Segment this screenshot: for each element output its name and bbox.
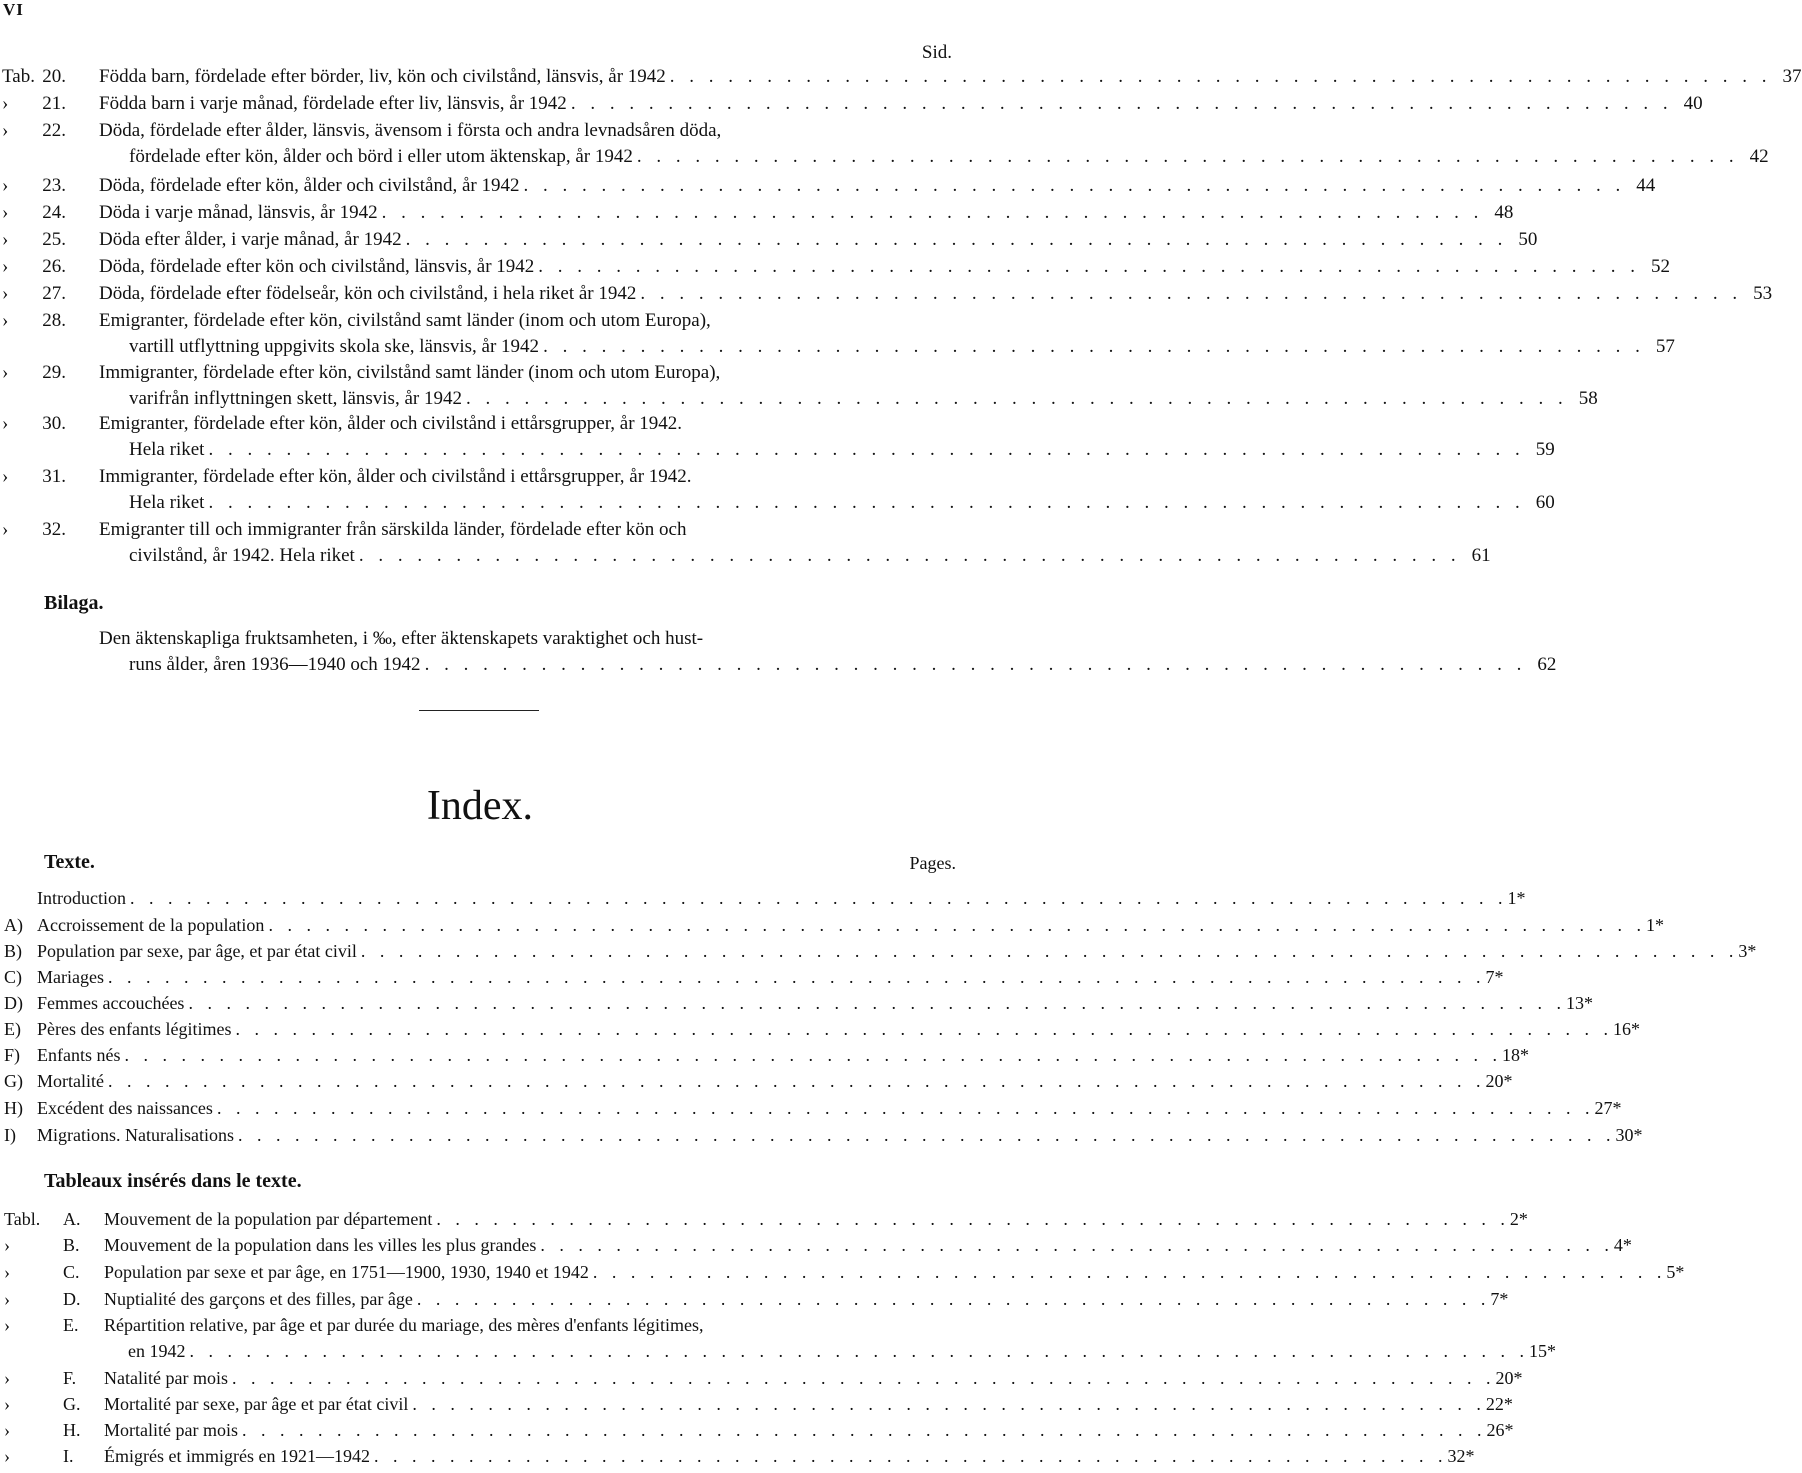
toc-title-line1: Emigranter, fördelade efter kön, ålder och civilstånd i ettårsgrupper, år 1942. [99,413,683,434]
toc-number: 26. [42,256,66,277]
index-page: 1* [1507,888,1526,908]
tableau-page: 2* [1509,1209,1528,1229]
tableau-title: Mortalité par mois [104,1420,238,1440]
leader-dots: . . . . . . . . . . . . . . . . . . . . . . . . . . . . . . . . . . . . . . . . . . . . . . . . . . . . . . . . . [538,256,1641,277]
leader-dots: . . . . . . . . . . . . . . . . . . . . . . . . . . . . . . . . . . . . . . . . . . . . . . . . . . . . . . . . . . . . . . . . . . . . . . . . . [216,1098,1595,1118]
toc-number: 30. [42,413,66,434]
tableau-page: 22* [1485,1394,1513,1414]
leader-dots: . . . . . . . . . . . . . . . . . . . . . . . . . . . . . . . . . . . . . . . . . . . . . . . . . . . . . . . . . . . . . . . . . . . . . . . . . [360,941,1739,961]
leader-dots: . . . . . . . . . . . . . . . . . . . . . . . . . . . . . . . . . . . . . . . . . . . . . . . . . . . . . . . . . . . . . . . . . . . . [208,492,1525,513]
tableau-title: Mortalité par sexe, par âge et par état civil [104,1394,409,1414]
leader-dots: . . . . . . . . . . . . . . . . . . . . . . . . . . . . . . . . . . . . . . . . . . . . . . . . . . . . . . . . . [436,1209,1510,1229]
toc-prefix: Tab. [2,66,35,87]
toc-title: Döda, fördelade efter kön, ålder och civilstånd, år 1942 [99,175,520,196]
tableau-prefix: Tabl. [4,1209,41,1229]
leader-dots: . . . . . . . . . . . . . . . . . . . . . . . . . . . . . . . . . . . . . . . . . . . . . . . . . . . . . . . . . [636,146,1739,167]
tableau-page: 15* [1529,1341,1556,1361]
tableau-page: 32* [1447,1446,1475,1466]
leader-dots: . . . . . . . . . . . . . . . . . . . . . . . . . . . . . . . . . . . . . . . . . . . . . . . . . . . . . . . . . [358,545,1461,566]
leader-dots: . . . . . . . . . . . . . . . . . . . . . . . . . . . . . . . . . . . . . . . . . . . . . . . . . . . . . . . . . [373,1446,1448,1466]
toc-title-line2: fördelade efter kön, ålder och börd i eller utom äktenskap, år 1942 [129,146,633,167]
index-title: Index. [426,783,534,829]
index-page: 1* [1645,915,1664,935]
leader-dots: . . . . . . . . . . . . . . . . . . . . . . . . . . . . . . . . . . . . . . . . . . . . . . . . . . . . . . . . . . . . . . . . . . . . . . . . . [268,915,1646,935]
leader-dots: . . . . . . . . . . . . . . . . . . . . . . . . . . . . . . . . . . . . . . . . . . . . . . . . . . . . . . . . . [416,1289,1491,1309]
tableau-prefix: › [4,1394,10,1414]
leader-dots: . . . . . . . . . . . . . . . . . . . . . . . . . . . . . . . . . . . . . . . . . . . . . . . . . . . . . . . . . [540,1235,1614,1255]
tableau-letter: H. [63,1420,81,1440]
leader-dots: . . . . . . . . . . . . . . . . . . . . . . . . . . . . . . . . . . . . . . . . . . . . . . . . . . . . . . . . . . . . . . . . . . . . [208,439,1525,460]
toc-number: 28. [42,310,66,331]
toc-title: Döda efter ålder, i varje månad, år 1942 [99,229,402,250]
index-letter: D) [4,993,23,1013]
toc-number: 22. [42,120,66,141]
toc-title: Döda, fördelade efter kön och civilstånd, länsvis, år 1942 [99,256,535,277]
tableau-letter: C. [63,1262,80,1282]
toc-number: 27. [42,283,66,304]
leader-dots: . . . . . . . . . . . . . . . . . . . . . . . . . . . . . . . . . . . . . . . . . . . . . . . . . . . . . . . . . [412,1394,1486,1414]
index-title: Mortalité [37,1071,104,1091]
toc-prefix: › [2,283,9,304]
tableau-letter: I. [63,1446,74,1466]
toc-title-line2: varifrån inflyttningen skett, länsvis, år 1942 [129,388,462,409]
leader-dots: . . . . . . . . . . . . . . . . . . . . . . . . . . . . . . . . . . . . . . . . . . . . . . . . . . . . . . . . . . . . . . . . . . . . . . . . . [107,1071,1486,1091]
leader-dots: . . . . . . . . . . . . . . . . . . . . . . . . . . . . . . . . . . . . . . . . . . . . . . . . . . . . . . . . . . . . . . . . . . [241,1420,1487,1440]
index-letter: F) [4,1045,21,1065]
index-title: Excédent des naissances [37,1098,213,1118]
leader-dots: . . . . . . . . . . . . . . . . . . . . . . . . . . . . . . . . . . . . . . . . . . . . . . . . . . . . . . . . . [523,175,1626,196]
toc-prefix: › [2,175,9,196]
toc-title: Döda, fördelade efter födelseår, kön och civilstånd, i hela riket år 1942 [99,283,637,304]
index-letter: A) [4,915,23,935]
tableau-page: 7* [1490,1289,1509,1309]
toc-prefix: › [2,466,9,487]
leader-dots: . . . . . . . . . . . . . . . . . . . . . . . . . . . . . . . . . . . . . . . . . . . . . . . . . . . . . . . . . . . . . . . . . . . [231,1368,1496,1388]
index-title: Accroissement de la population [37,915,265,935]
index-title: Pères des enfants légitimes [37,1019,232,1039]
toc-number: 24. [42,202,66,223]
tableau-page: 5* [1666,1262,1685,1282]
toc-title-line2: civilstånd, år 1942. Hela riket [129,545,355,566]
toc-prefix: › [2,229,9,250]
toc-page: 57 [1655,336,1675,357]
toc-prefix: › [2,120,9,141]
index-page: 7* [1485,967,1504,987]
toc-prefix: › [2,256,9,277]
leader-dots: . . . . . . . . . . . . . . . . . . . . . . . . . . . . . . . . . . . . . . . . . . . . . . . . . . . . . . . . . [543,336,1645,357]
toc-title-line1: Immigranter, fördelade efter kön, ålder och civilstånd i ettårsgrupper, år 1942. [99,466,692,487]
toc-title: Födda barn i varje månad, fördelade efter liv, länsvis, år 1942 [99,93,567,114]
toc-number: 32. [42,519,66,540]
toc-prefix: › [2,413,9,434]
tableau-title: Émigrés et immigrés en 1921—1942 [104,1446,370,1466]
tableau-page: 20* [1495,1368,1523,1388]
index-title: Migrations. Naturalisations [37,1125,234,1145]
leader-dots: . . . . . . . . . . . . . . . . . . . . . . . . . . . . . . . . . . . . . . . . . . . . . . . . . . . . . . . . . [592,1262,1667,1282]
toc-prefix: › [2,310,9,331]
tableau-page: 4* [1613,1235,1632,1255]
toc-title-line2: Hela riket [129,492,205,513]
tableau-title-line2: en 1942 [128,1341,186,1361]
tableau-title: Nuptialité des garçons et des filles, par âge [104,1289,413,1309]
tableau-letter: E. [63,1315,79,1335]
toc-page: 59 [1535,439,1555,460]
toc-title-line1: Immigranter, fördelade efter kön, civilstånd samt länder (inom och utom Europa), [99,362,721,383]
texte-heading: Texte. [44,851,95,873]
toc-number: 20. [42,66,66,87]
index-title: Mariages [37,967,104,987]
tableau-prefix: › [4,1368,10,1388]
toc-number: 31. [42,466,66,487]
bilaga-title-line2: runs ålder, åren 1936—1940 och 1942 [129,654,421,675]
tableau-title: Natalité par mois [104,1368,228,1388]
toc-prefix: › [2,362,9,383]
toc-page: 53 [1753,283,1773,304]
toc-number: 23. [42,175,66,196]
tableau-title: Mouvement de la population dans les villes les plus grandes [104,1235,537,1255]
index-page: 27* [1594,1098,1622,1118]
bilaga-heading: Bilaga. [44,592,104,614]
index-page: 16* [1612,1019,1640,1039]
index-page: 20* [1485,1071,1513,1091]
leader-dots: . . . . . . . . . . . . . . . . . . . . . . . . . . . . . . . . . . . . . . . . . . . . . . . . . . . . . . . . . . . . . . . . . . . . . . . . . [237,1125,1616,1145]
toc-page: 61 [1471,545,1491,566]
toc-title-line2: Hela riket [129,439,205,460]
tableau-letter: D. [63,1289,81,1309]
index-title: Enfants nés [37,1045,121,1065]
tableau-letter: B. [63,1235,80,1255]
leader-dots: . . . . . . . . . . . . . . . . . . . . . . . . . . . . . . . . . . . . . . . . . . . . . . . . . . . . . . . . . [405,229,1508,250]
toc-title-line2: vartill utflyttning uppgivits skola ske, länsvis, år 1942 [129,336,540,357]
sid-column-label: Sid. [921,42,952,63]
leader-dots: . . . . . . . . . . . . . . . . . . . . . . . . . . . . . . . . . . . . . . . . . . . . . . . . . . . . . . . . . . . . . . . . . . . . . . . . . [235,1019,1613,1039]
index-title: Introduction [37,888,126,908]
tableau-prefix: › [4,1262,10,1282]
toc-number: 25. [42,229,66,250]
toc-title-line1: Emigranter till och immigranter från särskilda länder, fördelade efter kön och [99,519,687,540]
tableau-prefix: › [4,1289,10,1309]
leader-dots: . . . . . . . . . . . . . . . . . . . . . . . . . . . . . . . . . . . . . . . . . . . . . . . . . . . . . . . . . . . . . . . . . . . . . . . . . [188,993,1566,1013]
index-page: 13* [1565,993,1593,1013]
toc-title-line1: Emigranter, fördelade efter kön, civilstånd samt länder (inom och utom Europa), [99,310,711,331]
bilaga-page: 62 [1537,654,1557,675]
toc-prefix: › [2,93,9,114]
tableau-title: Population par sexe et par âge, en 1751—1900, 1930, 1940 et 1942 [104,1262,589,1282]
tableaux-heading: Tableaux insérés dans le texte. [44,1170,302,1192]
leader-dots: . . . . . . . . . . . . . . . . . . . . . . . . . . . . . . . . . . . . . . . . . . . . . . . . . . . . . . . . . [669,66,1772,87]
leader-dots: . . . . . . . . . . . . . . . . . . . . . . . . . . . . . . . . . . . . . . . . . . . . . . . . . . . . . . . . . [640,283,1743,304]
leader-dots: . . . . . . . . . . . . . . . . . . . . . . . . . . . . . . . . . . . . . . . . . . . . . . . . . . . . . . . . . . . . . . . . . . . . . . . . . [129,888,1508,908]
tableau-letter: F. [63,1368,77,1388]
toc-page: 42 [1749,146,1769,167]
tableau-prefix: › [4,1315,10,1335]
index-title: Femmes accouchées [37,993,185,1013]
tableau-page: 26* [1486,1420,1514,1440]
page-folio: VI [3,0,24,19]
toc-number: 29. [42,362,66,383]
leader-dots: . . . . . . . . . . . . . . . . . . . . . . . . . . . . . . . . . . . . . . . . . . . . . . . . . . . . . . . . . [424,654,1527,675]
tableau-letter: A. [63,1209,81,1229]
leader-dots: . . . . . . . . . . . . . . . . . . . . . . . . . . . . . . . . . . . . . . . . . . . . . . . . . . . . . . . . . [465,388,1568,409]
leader-dots: . . . . . . . . . . . . . . . . . . . . . . . . . . . . . . . . . . . . . . . . . . . . . . . . . . . . . . . . . . . . . . . . . . . . . . . . . [107,967,1486,987]
index-letter: C) [4,967,22,987]
leader-dots: . . . . . . . . . . . . . . . . . . . . . . . . . . . . . . . . . . . . . . . . . . . . . . . . . . . . . . . . . [381,202,1484,223]
pages-column-label: Pages. [909,853,956,873]
toc-page: 52 [1651,256,1671,277]
index-letter: I) [4,1125,16,1145]
bilaga-title-line1: Den äktenskapliga fruktsamheten, i ‰, efter äktenskapets varaktighet och hust- [99,628,704,649]
tableau-prefix: › [4,1235,10,1255]
leader-dots: . . . . . . . . . . . . . . . . . . . . . . . . . . . . . . . . . . . . . . . . . . . . . . . . . . . . . . . . . . . . . . . . . . . . . . . . . [124,1045,1502,1065]
toc-page: 60 [1535,492,1555,513]
toc-page: 48 [1494,202,1514,223]
tableau-prefix: › [4,1420,10,1440]
toc-prefix: › [2,202,9,223]
toc-page: 44 [1636,175,1656,196]
leader-dots: . . . . . . . . . . . . . . . . . . . . . . . . . . . . . . . . . . . . . . . . . . . . . . . . . . . . . . . . . [570,93,1673,114]
toc-prefix: › [2,519,9,540]
toc-page: 58 [1578,388,1598,409]
toc-title: Döda i varje månad, länsvis, år 1942 [99,202,378,223]
index-title: Population par sexe, par âge, et par état civil [37,941,357,961]
tableau-prefix: › [4,1446,10,1466]
section-divider [419,710,539,711]
toc-page: 37 [1782,66,1802,87]
index-letter: H) [4,1098,23,1118]
toc-page: 50 [1518,229,1538,250]
toc-title-line1: Döda, fördelade efter ålder, länsvis, ävensom i första och andra levnadsåren döda, [99,120,722,141]
index-page: 3* [1738,941,1757,961]
index-letter: B) [4,941,22,961]
toc-title: Födda barn, fördelade efter börder, liv, kön och civilstånd, länsvis, år 1942 [99,66,666,87]
tableau-title: Mouvement de la population par département [104,1209,433,1229]
index-page: 30* [1615,1125,1643,1145]
index-letter: E) [4,1019,21,1039]
index-letter: G) [4,1071,23,1091]
toc-page: 40 [1683,93,1703,114]
tableau-letter: G. [63,1394,81,1414]
tableau-title-line1: Répartition relative, par âge et par durée du mariage, des mères d'enfants légitimes, [104,1315,704,1335]
leader-dots: . . . . . . . . . . . . . . . . . . . . . . . . . . . . . . . . . . . . . . . . . . . . . . . . . . . . . . . . . . . . . . . . . . . . . . . [189,1341,1529,1361]
index-page: 18* [1501,1045,1529,1065]
toc-number: 21. [42,93,66,114]
